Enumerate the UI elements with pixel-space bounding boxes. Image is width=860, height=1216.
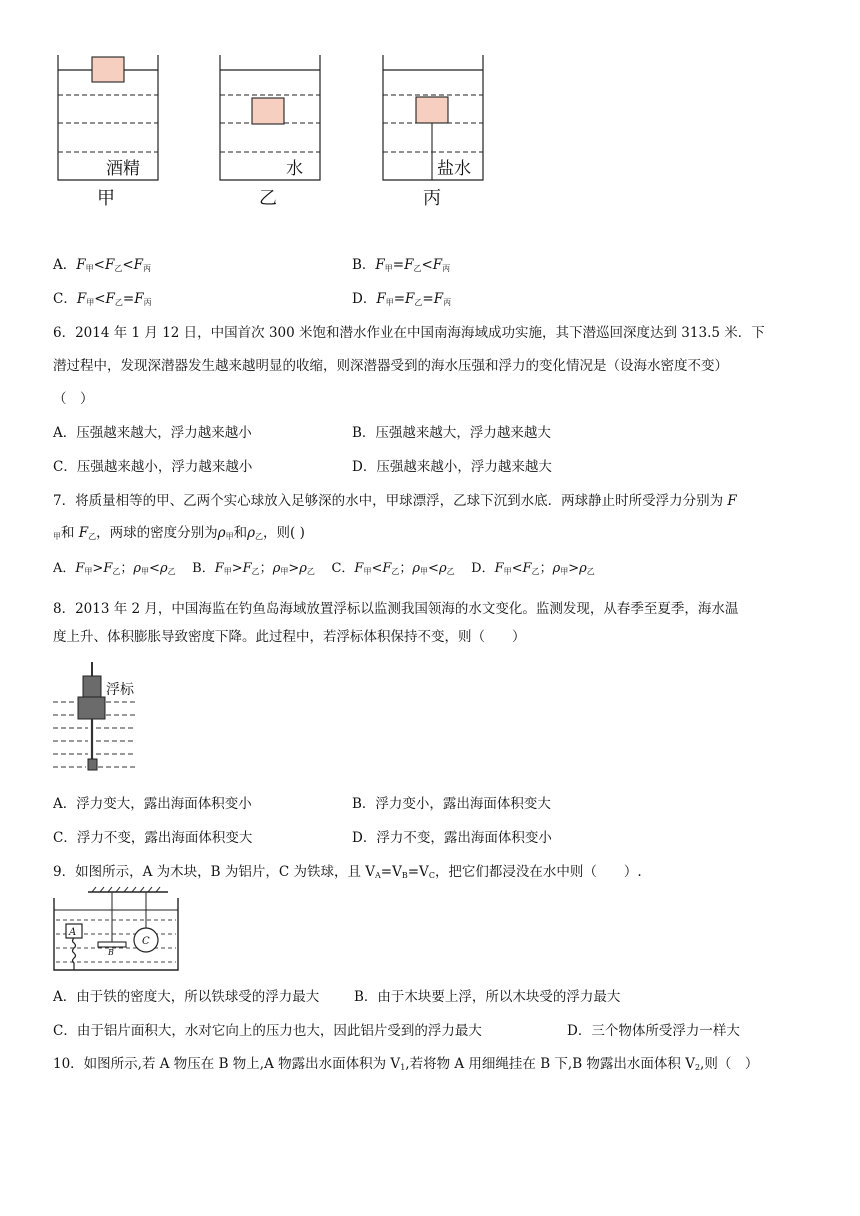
q6-option-b[interactable]: B．压强越来越大，浮力越来越大	[352, 425, 551, 441]
ball-c-label: C	[142, 936, 150, 947]
q5-option-d[interactable]: D．$F_甲=F_乙=F_丙$	[352, 291, 452, 307]
q8-stem-line-2: 度上升、体积膨胀导致密度下降。此过程中，若浮标体积保持不变，则（ ）	[53, 629, 526, 645]
caption-yi: 乙	[259, 188, 277, 209]
buoy-label: 浮标	[106, 682, 134, 698]
q8-option-a[interactable]: A．浮力变大，露出海面体积变小	[53, 796, 252, 812]
q9-stem: 9．如图所示，A 为木块，B 为铝片，C 为铁球，且 $V_A=V_B=V_C$，把它们都浸没在水中则（ ）.	[53, 864, 642, 880]
q9-option-a[interactable]: A．由于铁的密度大，所以铁球受的浮力最大	[53, 989, 320, 1005]
q6-stem-line-3: （ ）	[53, 391, 94, 407]
q7-stem-line-2: $_甲$和 $F_乙$，两球的密度分别为$\rho_甲$和$\rho_乙$，则( )	[53, 525, 305, 541]
q5-option-b[interactable]: B．$F_甲=F_乙<F_丙$	[352, 257, 451, 273]
q6-option-a[interactable]: A．压强越来越大，浮力越来越小	[53, 425, 252, 441]
block-a-label: A	[69, 927, 77, 938]
option-letter: A．	[53, 257, 77, 273]
q9-option-d[interactable]: D．三个物体所受浮力一样大	[567, 1023, 740, 1039]
q5-option-a[interactable]: A．$F_甲<F_乙<F_丙$	[53, 257, 151, 273]
q7-option-d[interactable]: D．$F_甲<F_乙$；$\rho_甲>\rho_乙$	[471, 561, 595, 576]
q7-options-row	[53, 557, 595, 577]
q9-option-b[interactable]: B．由于木块要上浮，所以木块受的浮力最大	[354, 989, 621, 1005]
caption-jia: 甲	[97, 188, 115, 209]
plate-b-label: B	[108, 948, 114, 957]
option-letter: B．	[352, 257, 376, 273]
q6-option-d[interactable]: D．压强越来越小，浮力越来越大	[352, 459, 552, 475]
q7-option-c[interactable]: C．$F_甲<F_乙$；$\rho_甲<\rho_乙$	[331, 561, 455, 576]
beaker-yi	[220, 55, 320, 180]
option-letter: D．	[352, 291, 377, 307]
q8-option-b[interactable]: B．浮力变小，露出海面体积变大	[352, 796, 551, 812]
q7-option-b[interactable]: B．$F_甲>F_乙$；$\rho_甲>\rho_乙$	[192, 561, 315, 576]
buoy-figure	[50, 660, 140, 778]
option-letter: C．	[53, 291, 77, 307]
q10-stem: 10．如图所示,若 A 物压在 B 物上,A 物露出水面体积为 $V_1$,若将物 A 用细绳挂在 B 下,B 物露出水面体积 $V_2$,则（ ）	[53, 1056, 759, 1072]
q7-stem-line-1: 7．将质量相等的甲、乙两个实心球放入足够深的水中，甲球漂浮，乙球下沉到水底．两球静止时所受浮力分别为 F	[53, 493, 737, 509]
q8-stem-line-1: 8．2013 年 2 月，中国海监在钓鱼岛海域放置浮标以监测我国领海的水文变化。监测发现，从春季至夏季，海水温	[53, 601, 739, 617]
liquid-label-water: 水	[286, 159, 303, 179]
caption-bing: 丙	[423, 188, 441, 209]
q6-stem-line-2: 潜过程中，发现深潜器发生越来越明显的收缩，则深潜器受到的海水压强和浮力的变化情况是（设海水密度不变）	[53, 358, 728, 374]
q9-option-c[interactable]: C．由于铝片面积大，水对它向上的压力也大，因此铝片受到的浮力最大	[53, 1023, 482, 1039]
q8-option-d[interactable]: D．浮力不变，露出海面体积变小	[352, 830, 552, 846]
q6-stem-line-1: 6．2014 年 1 月 12 日，中国首次 300 米饱和潜水作业在中国南海海域成功实施，其下潜巡回深度达到 313.5 米．下	[53, 325, 765, 341]
liquid-label-brine: 盐水	[437, 159, 471, 179]
q6-option-c[interactable]: C．压强越来越小，浮力越来越小	[53, 459, 253, 475]
q5-option-c[interactable]: C．$F_甲<F_乙=F_丙$	[53, 291, 152, 307]
q9-figure	[50, 884, 182, 974]
q8-option-c[interactable]: C．浮力不变，露出海面体积变大	[53, 830, 253, 846]
q7-option-a[interactable]: A．$F_甲>F_乙$；$\rho_甲<\rho_乙$	[53, 561, 176, 576]
liquid-label-alcohol: 酒精	[106, 159, 140, 179]
